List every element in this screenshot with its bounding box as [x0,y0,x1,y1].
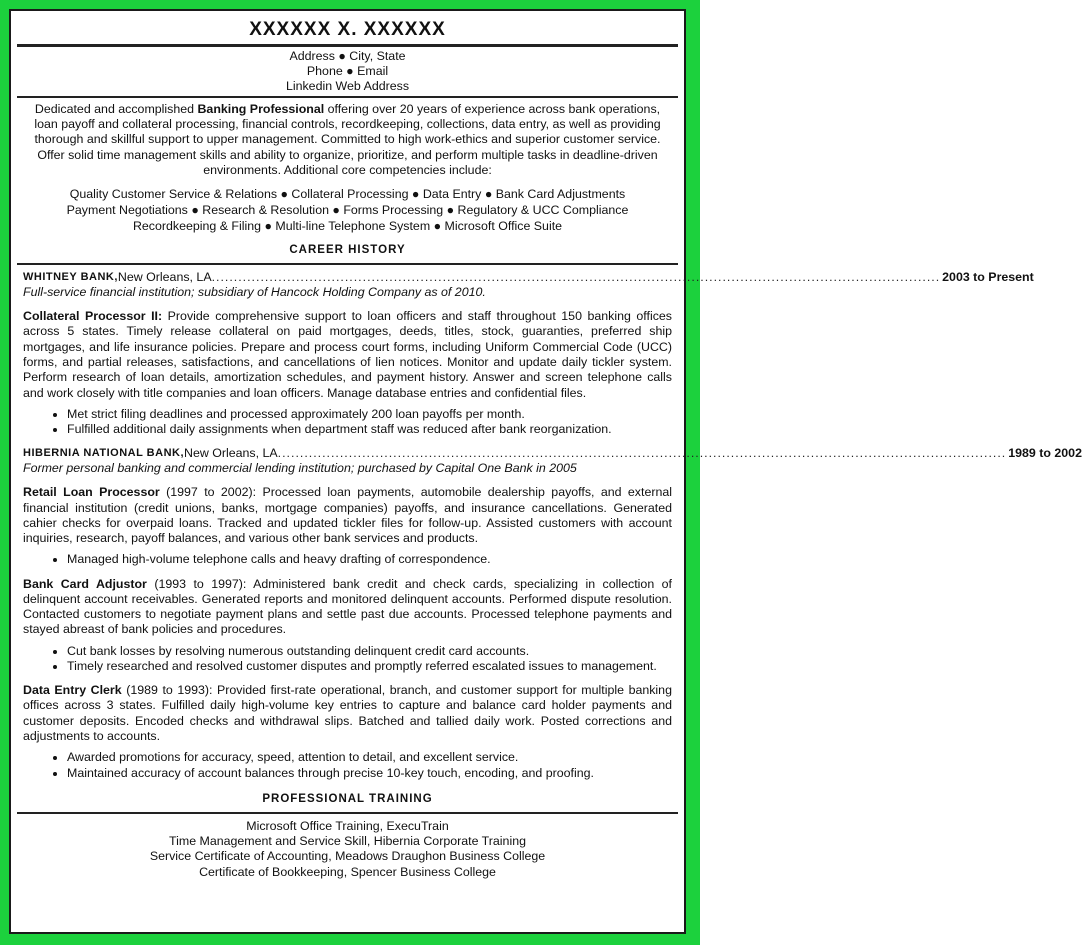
professional-training-heading: PROFESSIONAL TRAINING [262,792,433,805]
summary-highlight: Banking Professional [197,102,325,116]
list-item: • Managed high-volume telephone calls and heavy drafting of correspondence. [67,552,672,567]
role-period: (1993 to 1997): [146,576,247,591]
role-period: (1989 to 1993): [121,683,213,698]
training-item: Certificate of Bookkeeping, Spencer Business College [199,864,496,879]
role-title: Data Entry Clerk [23,683,122,698]
achievement-list [23,750,672,780]
address-line: Address ● City, State [289,49,406,63]
employer-line [23,270,1034,285]
summary-lead: Dedicated and accomplished [34,102,198,116]
resume-page [9,9,1082,934]
employer-description: Full-service financial institution; subsidiary of Hancock Holding Company as of 2010. [23,285,486,300]
list-item: • Timely researched and resolved customer disputes and promptly referred escalated issues to management. [67,659,672,674]
role-title: Bank Card Adjustor [23,576,147,591]
role-text: Provided first-rate operational, branch, and customer support for multiple banking offices across 3 states. Fulfilled daily high-volume key entries to capture and balance card holder payments and customer deposits. Encoded checks and withdrawal slips. Batched and tallied daily work. Posted corrections and adjustments to accounts. [23,683,672,744]
employer-location: New Orleans, LA [184,446,278,461]
divider [17,44,678,47]
role-period: (1997 to 2002): [159,485,257,500]
list-item: • Cut bank losses by resolving numerous outstanding delinquent credit card accounts. [67,644,672,659]
achievement-list [23,407,672,437]
dot-leader: .................................................................................................................................................................... [277,446,1007,461]
summary-paragraph [23,102,672,178]
summary-rest: offering over 20 years of experience across bank operations, loan payoff and collateral processing, financial controls, recordkeeping, collections, data entry, as well as providing thorough and skillful support to upper management. Committed to high work-ethics and superior customer service. Offer solid time management skills and ability to organize, prioritize, and perform multiple tasks in deadline-driven environments. Additional core competencies include: [34,102,661,177]
training-item: Service Certificate of Accounting, Meadows Draughon Business College [149,849,546,864]
divider [17,263,678,265]
role-text: Provide comprehensive support to loan officers and staff throughout 150 banking offices across 5 states. Timely release collateral on paid mortgages, deeds, titles, stock, guaranties, preferred ship mortgages, and life insurance policies. Prepare and process court forms, including Uniform Commercial Code (UCC) forms, and partial releases, satisfactions, and cancellations of lien notices. Monitor and update daily tickler system. Perform research of loan details, amortization schedules, and payment history. Answer and screen telephone calls and work closely with title companies and loan officers. Manage database entries and confidential files. [23,309,672,400]
employer-description: Former personal banking and commercial lending institution; purchased by Capital One Bank in 2005 [23,461,577,476]
role-paragraph [23,577,672,638]
employer-location: New Orleans, LA [117,270,212,285]
career-history-heading: CAREER HISTORY [289,244,406,257]
employer-name: WHITNEY BANK, [23,271,118,284]
role-paragraph [23,485,672,546]
list-item: • Met strict filing deadlines and processed approximately 200 loan payoffs per month. [67,407,672,422]
role-paragraph [23,309,672,401]
contact-block [23,49,672,94]
employment-dates: 2003 to Present [942,270,1034,285]
competencies-list [23,186,672,234]
phone-email-line: Phone ● Email [306,64,389,78]
training-list [23,819,672,880]
list-item: • Maintained accuracy of account balances through precise 10-key touch, encoding, and proofing. [67,766,672,781]
competency-line: Recordkeeping & Filing ● Multi-line Telephone System ● Microsoft Office Suite [132,219,563,234]
employer-line [23,446,1082,461]
role-title: Collateral Processor II: [23,309,163,324]
list-item: • Awarded promotions for accuracy, speed, attention to detail, and excellent service. [67,750,672,765]
role-text: Processed loan payments, automobile dealership payoffs, and external financial institution (credit unions, banks, mortgage companies) payoffs, and insurance cancellations. Generated cahier checks for overpaid loans. Tracked and updated tickler files for follow-up. Assisted customers with account inquiries, research, payoff balances, and various other bank services and products. [23,485,672,546]
training-item: Microsoft Office Training, ExecuTrain [246,818,449,833]
role-text: Administered bank credit and check cards, specializing in collection of delinquent account receivables. Generated reports and monitored delinquent accounts. Performed dispute resolution. Contacted customers to negotiate payment plans and settle past due accounts. Processed telephone payments and stayed abreast of bank policies and procedures. [23,576,672,637]
competency-line: Payment Negotiations ● Research & Resolution ● Forms Processing ● Regulatory & UCC Compliance [66,203,629,218]
resume-content [23,17,1082,880]
achievement-list [23,552,672,567]
dot-leader: .................................................................................................................................................................... [211,270,941,285]
divider [17,812,678,814]
list-item: • Fulfilled additional daily assignments when department staff was reduced after bank reorganization. [67,422,672,437]
achievement-list [23,644,672,674]
employer-name: HIBERNIA NATIONAL BANK, [23,447,185,460]
divider [17,96,678,98]
role-title: Retail Loan Processor [23,485,160,500]
training-item: Time Management and Service Skill, Hibernia Corporate Training [169,834,526,849]
candidate-name: XXXXXX X. XXXXXX [249,19,446,40]
employment-dates: 1989 to 2002 [1008,446,1082,461]
role-paragraph [23,683,672,744]
employer-block [23,446,1082,476]
competency-line: Quality Customer Service & Relations ● Collateral Processing ● Data Entry ● Bank Card Adjustments [69,187,626,202]
linkedin-line: Linkedin Web Address [285,79,410,93]
